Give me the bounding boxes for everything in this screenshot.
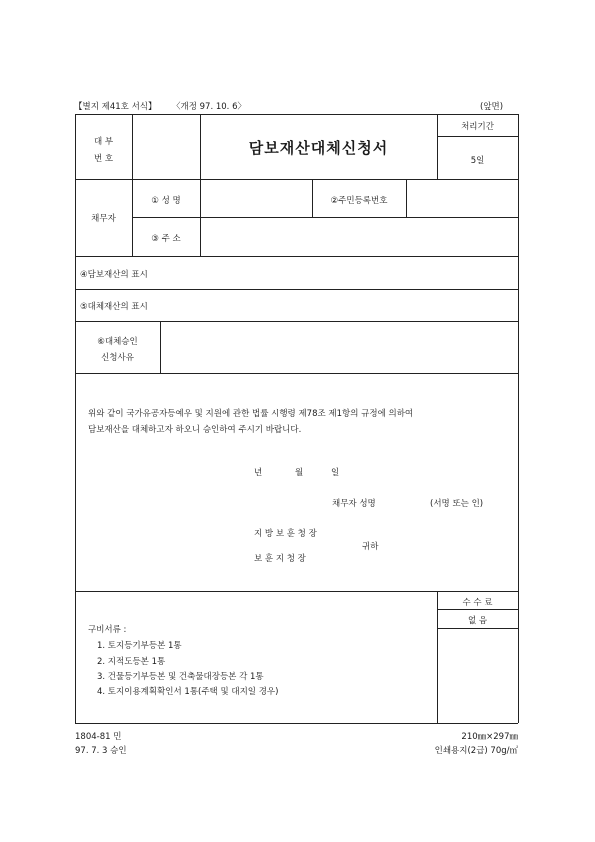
ledger-number-label: 대 부: [93, 137, 114, 147]
reason-field[interactable]: [161, 322, 517, 372]
page-side: (앞면): [480, 102, 504, 112]
date-day: 일: [331, 468, 340, 478]
name-field[interactable]: [201, 180, 311, 216]
addressee-regional-office: 지 방 보 훈 청 장: [254, 529, 317, 539]
addressee-suffix: 귀하: [362, 542, 379, 552]
date-year: 년: [254, 468, 263, 478]
ledger-number-label-2: 번 호: [93, 154, 114, 164]
revision-date: 〈개정 97. 10. 6〉: [172, 102, 246, 112]
collateral-property-label: ④담보재산의 표시: [80, 270, 148, 280]
substitute-property-field[interactable]: [170, 290, 517, 320]
fee-value: 없 음: [467, 616, 488, 626]
attachments-title: 구비서류 :: [88, 625, 127, 635]
address-label: ③ 주 소: [151, 234, 181, 244]
attachment-item: 1. 토지등기부등본 1통: [97, 641, 182, 651]
form-title: 담보재산대체신청서: [248, 139, 389, 157]
fee-label: 수 수 료: [462, 598, 493, 608]
approval-date: 97. 7. 3 승인: [75, 746, 127, 756]
attachment-item: 4. 토지이용계획확인서 1통(주택 및 대지일 경우): [97, 687, 279, 697]
signer-label: 채무자 성명: [332, 499, 376, 509]
reason-label-2: 신청사유: [101, 353, 134, 363]
paper-size: 210㎜×297㎜: [461, 732, 518, 742]
statement-line-2: 담보재산을 대체하고자 하오니 승인하여 주시기 바랍니다.: [88, 425, 302, 435]
attachment-item: 2. 지적도등본 1통: [97, 657, 166, 667]
form-code: 1804-81 민: [75, 732, 122, 742]
collateral-property-field[interactable]: [170, 257, 517, 288]
name-label: ① 성 명: [151, 196, 181, 206]
processing-period-label: 처리기간: [461, 122, 494, 132]
addressee-branch-office: 보 훈 지 청 장: [254, 554, 306, 564]
resident-number-field[interactable]: [407, 180, 517, 216]
resident-number-label: ②주민등록번호: [330, 196, 388, 206]
reason-label: ⑥대체승인: [97, 337, 138, 347]
paper-type: 인쇄용지(2급) 70g/㎡: [434, 746, 518, 756]
signature-hint: (서명 또는 인): [430, 499, 484, 509]
processing-period-value: 5일: [470, 156, 485, 166]
address-field[interactable]: [201, 218, 517, 255]
statement-line-1: 위와 같이 국가유공자등예우 및 지원에 관한 법률 시행령 제78조 제1항의 규정에 의하여: [88, 409, 414, 419]
substitute-property-label: ⑤대체재산의 표시: [80, 302, 148, 312]
form-number: 【별지 제41호 서식】: [74, 102, 157, 112]
date-month: 월: [295, 468, 304, 478]
attachment-item: 3. 건물등기부등본 및 건축물대장등본 각 1통: [97, 672, 264, 682]
debtor-label: 채무자: [91, 214, 116, 224]
